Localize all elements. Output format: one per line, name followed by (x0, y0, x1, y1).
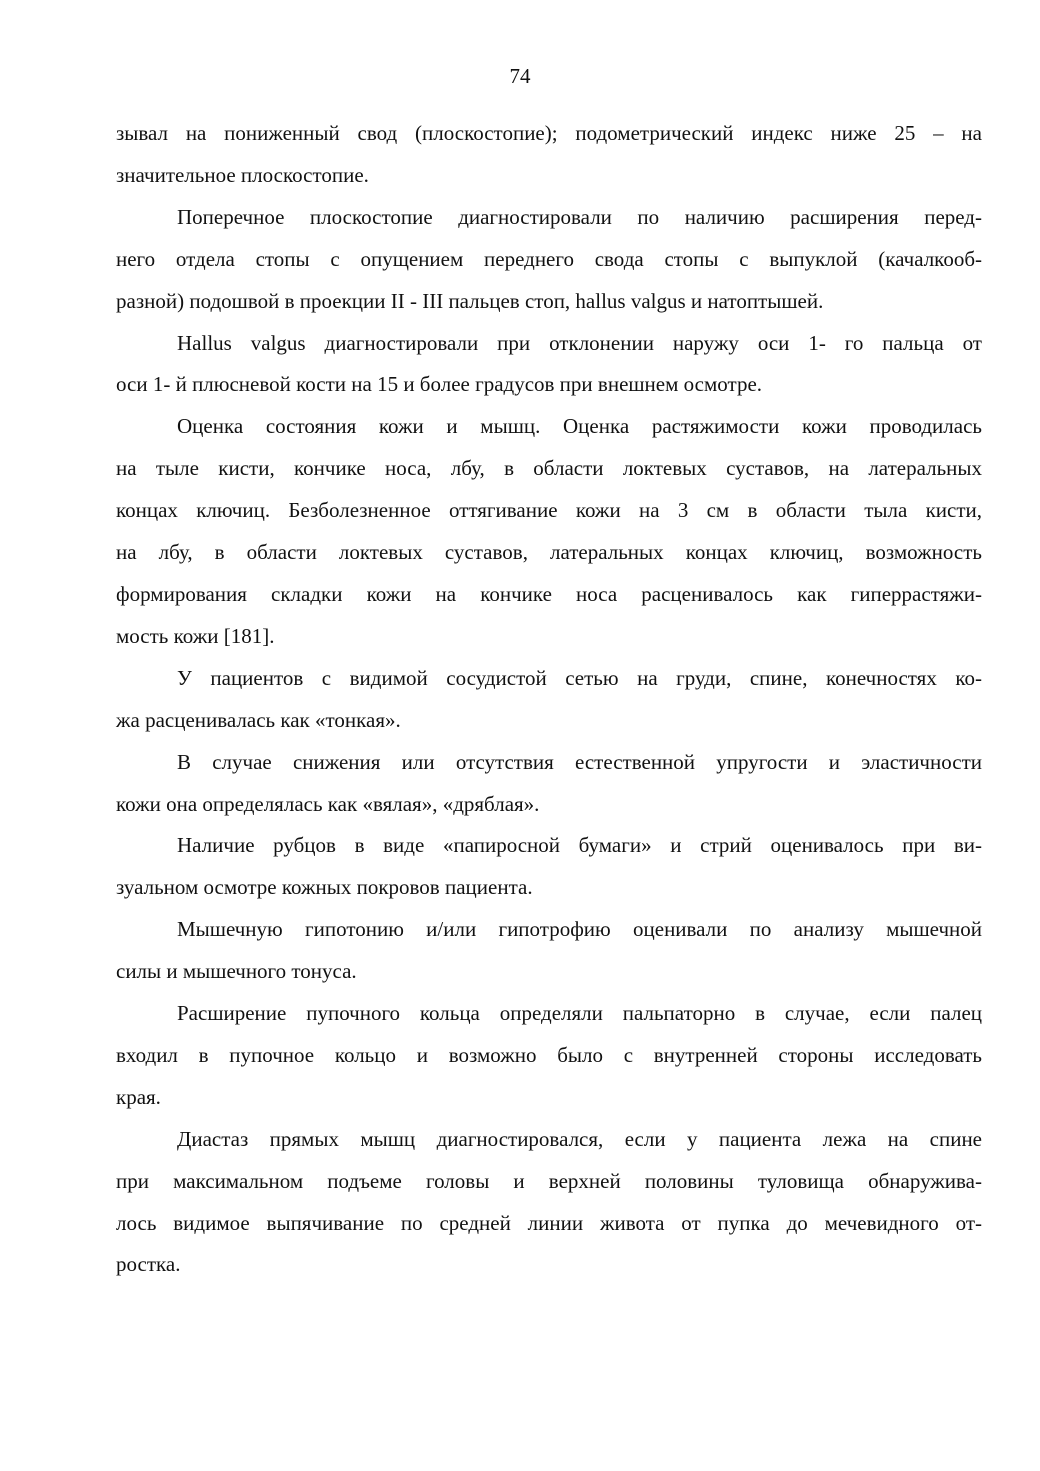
text-line: Диастаз прямых мышц диагностировался, если у пациента лежа на спине (177, 1126, 982, 1151)
text-line: оси 1- й плюсневой кости на 15 и более градусов при внешнем осмотре. (116, 372, 763, 397)
text-line: формирования складки кожи на кончике носа расценивалось как гиперрастяжи- (116, 581, 982, 606)
text-line: входил в пупочное кольцо и возможно было с внутренней стороны исследовать (116, 1042, 982, 1067)
text-line: Поперечное плоскостопие диагностировали по наличию расширения перед- (177, 204, 982, 229)
document-body (116, 113, 982, 1286)
text-line: кожи она определялась как «вялая», «дряблая». (116, 791, 540, 816)
paragraph (116, 323, 982, 407)
paragraph (116, 658, 982, 742)
text-line: В случае снижения или отсутствия естественной упругости и эластичности (177, 749, 982, 774)
text-line: Расширение пупочного кольца определяли пальпаторно в случае, если палец (177, 1001, 982, 1026)
text-line: Оценка состояния кожи и мышц. Оценка растяжимости кожи проводилась (177, 414, 982, 439)
paragraph (116, 406, 982, 657)
text-line: мость кожи [181]. (116, 623, 275, 648)
text-line: силы и мышечного тонуса. (116, 959, 357, 984)
paragraph (116, 993, 982, 1119)
text-line: на тыле кисти, кончике носа, лбу, в области локтевых суставов, на латеральных (116, 456, 982, 481)
text-line: зывал на пониженный свод (плоскостопие); подометрический индекс ниже 25 – на (116, 121, 982, 145)
paragraph (116, 197, 982, 323)
text-line: Наличие рубцов в виде «папиросной бумаги» и стрий оценивалось при ви- (177, 833, 982, 858)
paragraph (116, 909, 982, 993)
text-line: У пациентов с видимой сосудистой сетью на груди, спине, конечностях ко- (177, 665, 982, 690)
text-line: ростка. (116, 1252, 181, 1277)
paragraph (116, 1119, 982, 1287)
paragraph (116, 113, 982, 197)
text-line: зуальном осмотре кожных покровов пациента. (116, 875, 533, 900)
text-line: при максимальном подъеме головы и верхней половины туловища обнаружива- (116, 1168, 982, 1193)
text-line: Мышечную гипотонию и/или гипотрофию оценивали по анализу мышечной (177, 917, 982, 942)
text-line: него отдела стопы с опущением переднего свода стопы с выпуклой (качалкооб- (116, 246, 982, 271)
paragraph (116, 742, 982, 826)
text-line: концах ключиц. Безболезненное оттягивание кожи на 3 см в области тыла кисти, (116, 498, 982, 523)
paragraph (116, 825, 982, 909)
text-line: на лбу, в области локтевых суставов, латеральных концах ключиц, возможность (116, 540, 982, 565)
text-line: значительное плоскостопие. (116, 162, 369, 187)
page-number: 74 (509, 64, 531, 88)
text-line: Hallus valgus диагностировали при отклонении наружу оси 1- го пальца от (177, 330, 982, 355)
text-line: края. (116, 1084, 161, 1109)
text-line: жа расценивалась как «тонкая». (116, 707, 401, 732)
text-line: лось видимое выпячивание по средней линии живота от пупка до мечевидного от- (116, 1210, 982, 1235)
text-line: разной) подошвой в проекции II - III пальцев стоп, hallus valgus и натоптышей. (116, 288, 824, 313)
